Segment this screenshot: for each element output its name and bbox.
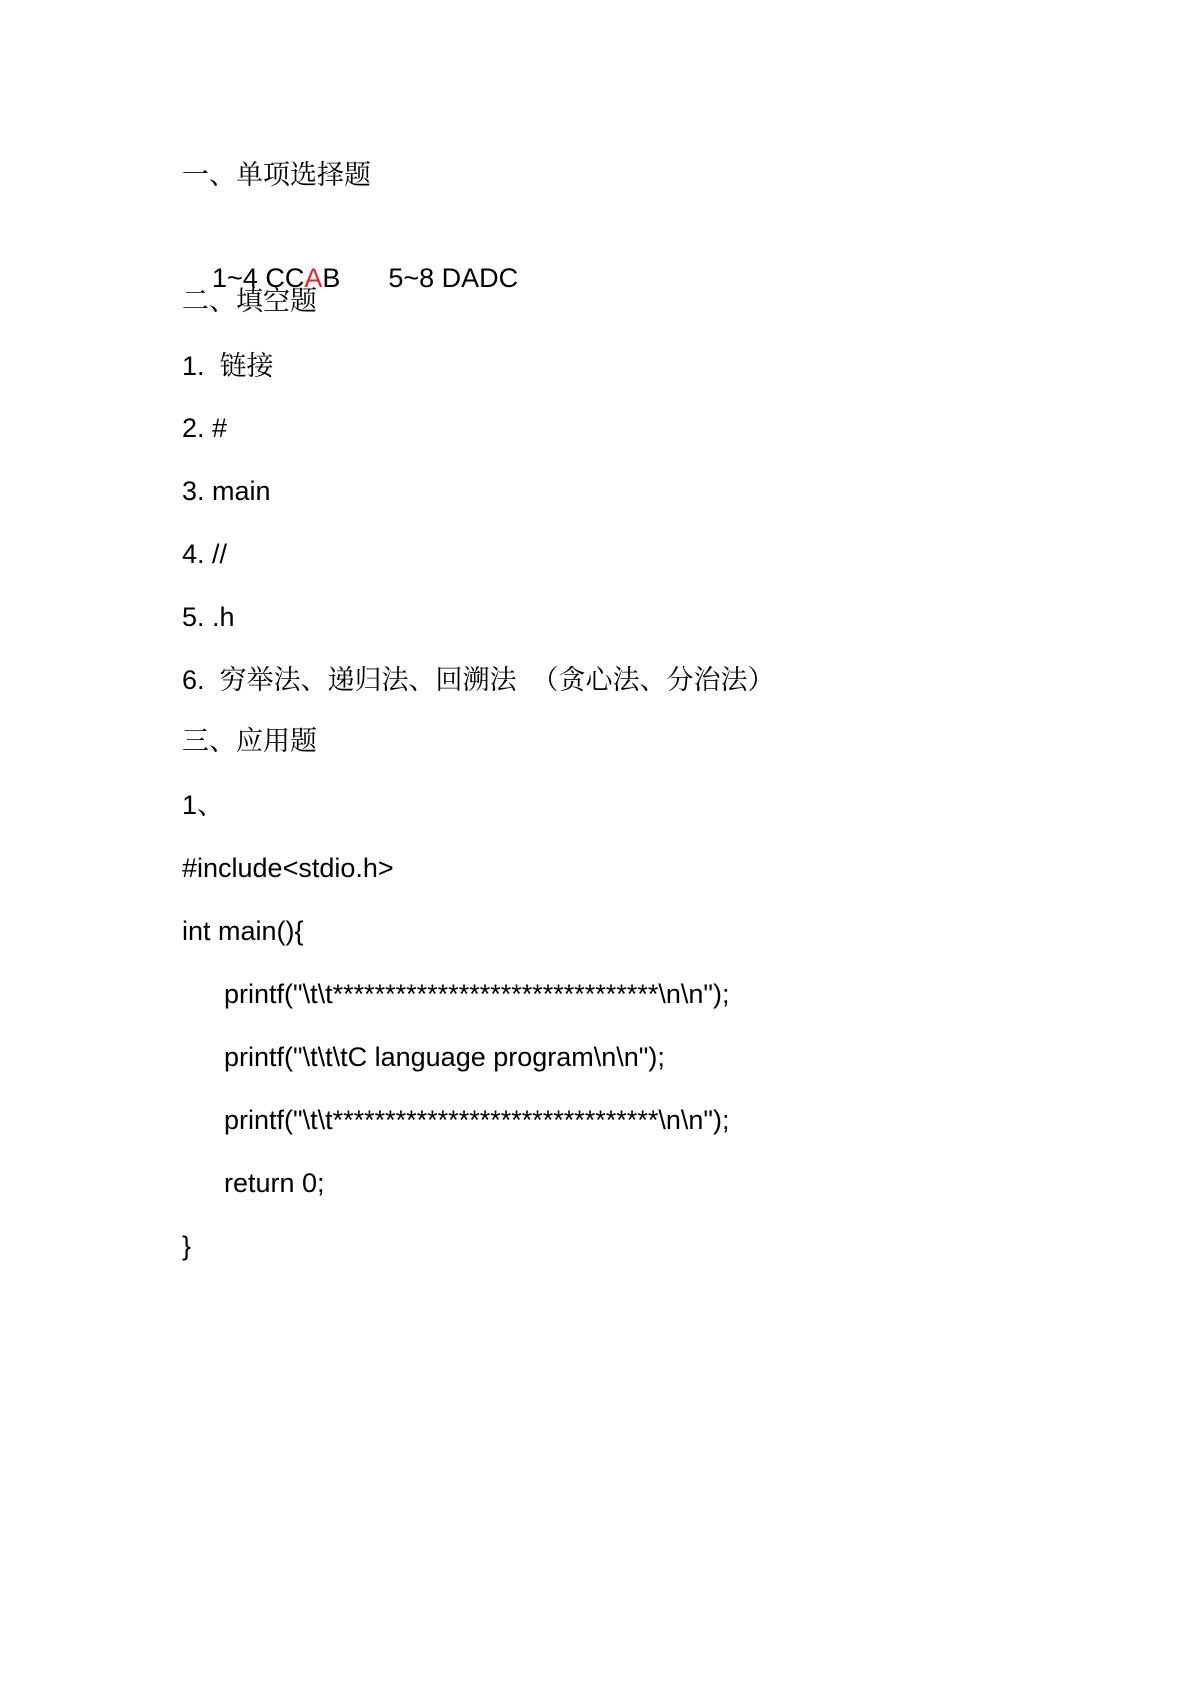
fill-blank-item-6: 6. 穷举法、递归法、回溯法 （贪心法、分治法） [182,665,775,695]
section-1-heading: 一、单项选择题 [182,160,371,191]
section-3-heading: 三、应用题 [182,726,317,757]
fill-blank-item-5: 5. .h [182,602,235,632]
fill-blank-item-1: 1. 链接 [182,351,274,381]
code-line-return: return 0; [224,1168,325,1198]
section-2-heading: 二、填空题 [182,286,317,317]
answers-1-4-suffix: B [322,263,341,293]
code-line-main: int main(){ [182,916,304,946]
code-line-close-brace: } [182,1231,192,1261]
fill-blank-item-4: 4. // [182,539,228,569]
code-line-printf-1: printf("\t\t*******************************\n\n"); [224,979,730,1009]
code-line-printf-2: printf("\t\t\tC language program\n\n"); [224,1042,665,1072]
answers-1-4-highlight: A [304,263,323,293]
fill-blank-item-3: 3. main [182,476,271,506]
answers-5-8: 5~8 DADC [388,263,519,293]
application-item-number: 1、 [182,790,225,820]
fill-blank-item-2: 2. # [182,413,228,443]
code-line-include: #include<stdio.h> [182,853,394,883]
answers-1-4-prefix: 1~4 CC [212,263,305,293]
code-line-printf-3: printf("\t\t*******************************\n\n"); [224,1105,730,1135]
